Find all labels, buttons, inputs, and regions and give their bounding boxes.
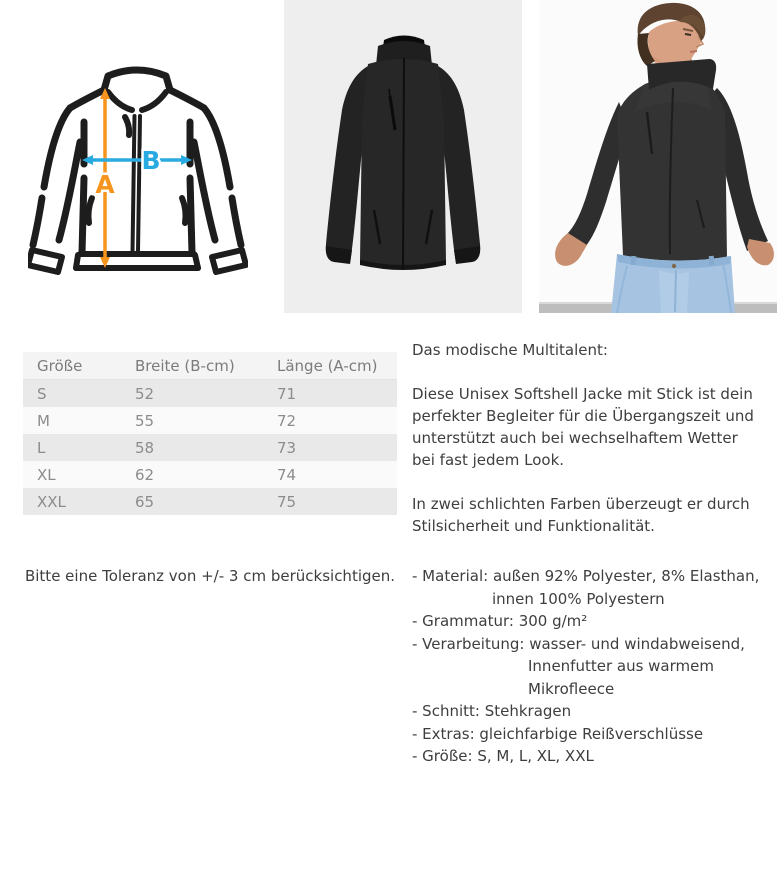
width-arrow-label: B <box>141 146 161 175</box>
spec-list <box>412 565 774 768</box>
spec-verarbeitung-cont: Innenfutter aus warmem <box>528 657 714 675</box>
man-wearing-jacket-image <box>539 0 777 313</box>
size-diagram-image <box>28 62 248 277</box>
product-photo-front <box>284 0 522 313</box>
cell-width: 65 <box>121 488 263 515</box>
cell-length: 73 <box>263 434 397 461</box>
cell-width: 52 <box>121 380 263 408</box>
cell-size: XL <box>23 461 121 488</box>
table-row <box>23 461 397 488</box>
length-arrow-label: A <box>95 170 115 199</box>
cell-length: 71 <box>263 380 397 408</box>
spec-material: - Material: außen 92% Polyester, 8% Elasthan, <box>412 567 760 585</box>
spec-verarbeitung-cont: Mikrofleece <box>528 679 615 698</box>
col-header-width: Breite (B-cm) <box>121 352 263 380</box>
table-row <box>23 407 397 434</box>
cell-width: 62 <box>121 461 263 488</box>
spec-material-cont: innen 100% Polyestern <box>492 589 665 608</box>
tolerance-note: Bitte eine Toleranz von +/- 3 cm berücksichtigen. <box>24 567 396 585</box>
cell-length: 72 <box>263 407 397 434</box>
spec-schnitt: - Schnitt: Stehkragen <box>412 702 572 720</box>
length-arrow <box>95 88 115 268</box>
description-title: Das modische Multitalent: <box>412 341 608 359</box>
softshell-jacket-front-image <box>284 0 522 313</box>
product-description <box>412 339 774 790</box>
cell-size: XXL <box>23 488 121 515</box>
cell-width: 58 <box>121 434 263 461</box>
table-row <box>23 380 397 408</box>
spec-grammatur: - Grammatur: 300 g/m² <box>412 612 588 630</box>
description-paragraph: In zwei schlichten Farben überzeugt er durch Stilsicherheit und Funktionalität. <box>412 495 750 535</box>
col-header-length: Länge (A-cm) <box>263 352 397 380</box>
spec-extras: - Extras: gleichfarbige Reißverschlüsse <box>412 724 704 743</box>
cell-width: 55 <box>121 407 263 434</box>
spec-verarbeitung: - Verarbeitung: wasser- und windabweisend, <box>412 634 745 653</box>
spec-groesse: - Größe: S, M, L, XL, XXL <box>412 747 594 765</box>
table-row <box>23 488 397 515</box>
cell-size: S <box>23 380 121 408</box>
size-table-header-row <box>23 352 397 380</box>
cell-size: M <box>23 407 121 434</box>
col-header-size: Größe <box>23 352 121 380</box>
cell-size: L <box>23 434 121 461</box>
description-paragraph: Diese Unisex Softshell Jacke mit Stick ist dein perfekter Begleiter für die Übergangszeit und unterstützt auch bei wechselhaftem Wetter bei fast jedem Look. <box>412 385 754 469</box>
table-row <box>23 434 397 461</box>
cell-length: 74 <box>263 461 397 488</box>
size-table <box>23 352 397 515</box>
jacket-measurement-diagram-icon <box>28 62 248 277</box>
cell-length: 75 <box>263 488 397 515</box>
model-photo <box>539 0 777 313</box>
